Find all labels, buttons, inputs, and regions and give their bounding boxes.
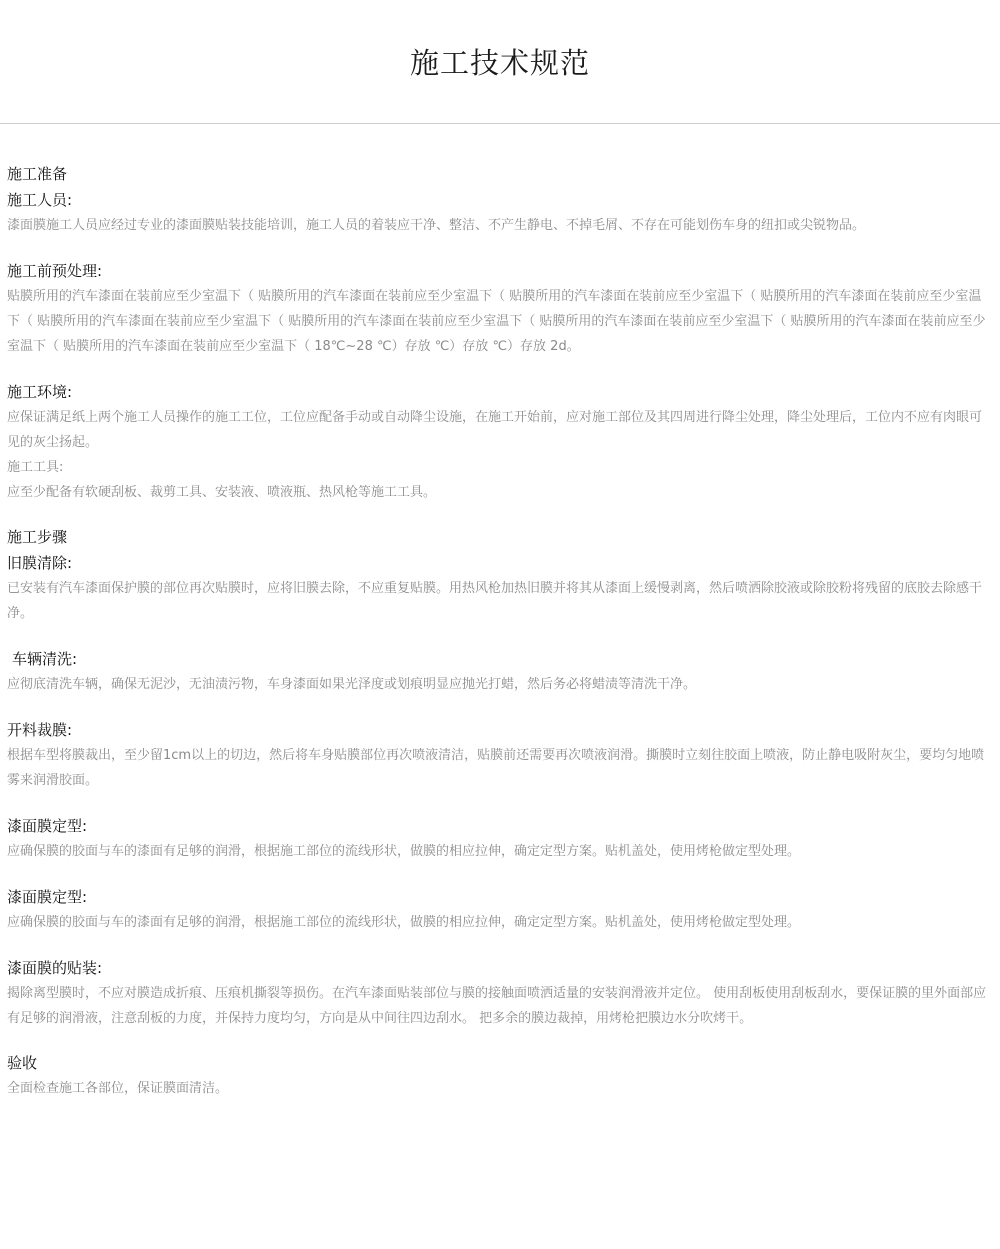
document-body bbox=[0, 124, 1000, 1101]
text-shaping-1: 应确保膜的胶面与车的漆面有足够的润滑，根据施工部位的流线形状，做膜的相应拉伸，确定定型方案。贴机盖处，使用烤枪做定型处理。 bbox=[7, 844, 801, 859]
heading-wash: 车辆清洗: bbox=[12, 650, 78, 668]
text-shaping-2: 应确保膜的胶面与车的漆面有足够的润滑，根据施工部位的流线形状，做膜的相应拉伸，确定定型方案。贴机盖处，使用烤枪做定型处理。 bbox=[7, 915, 801, 930]
text-personnel: 漆面膜施工人员应经过专业的漆面膜贴装技能培训，施工人员的着装应干净、整洁、不产生静电、不掉毛屑、不存在可能划伤车身的纽扣或尖锐物品。 bbox=[7, 218, 866, 233]
section-cutting bbox=[7, 717, 993, 793]
section-shaping-2 bbox=[7, 884, 993, 935]
heading-applying: 漆面膜的贴装: bbox=[7, 959, 103, 977]
section-preprocess bbox=[7, 258, 993, 359]
section-acceptance bbox=[7, 1051, 993, 1101]
section-wash bbox=[7, 646, 993, 697]
heading-tools: 施工工具: bbox=[7, 460, 64, 475]
text-cutting: 根据车型将膜裁出，至少留1cm以上的切边，然后将车身贴膜部位再次喷液清洁，贴膜前还需要再次喷液润滑。撕膜时立刻往胶面上喷液，防止静电吸附灰尘，要均匀地喷雾来润滑胶面。 bbox=[7, 748, 985, 788]
section-title-prep: 施工准备 bbox=[7, 165, 68, 183]
page-title: 施工技术规范 bbox=[409, 46, 590, 80]
heading-environment: 施工环境: bbox=[7, 383, 73, 401]
heading-cutting: 开料裁膜: bbox=[7, 721, 73, 739]
section-title-acceptance: 验收 bbox=[7, 1054, 38, 1072]
text-applying: 揭除离型膜时，不应对膜造成折痕、压痕机撕裂等损伤。在汽车漆面贴装部位与膜的接触面喷洒适量的安装润滑液并定位。 使用刮板使用刮板刮水，要保证膜的里外面部应有足够的润滑液，注意刮板的力度，并保持力度均匀，方向是从中间往四边刮水。 把多余的膜边裁掉，用烤枪把膜边水分吹烤干。 bbox=[7, 986, 987, 1026]
heading-preprocess: 施工前预处理: bbox=[7, 262, 103, 280]
heading-old-film: 旧膜清除: bbox=[7, 554, 73, 572]
text-tools: 应至少配备有软硬刮板、裁剪工具、安装液、喷液瓶、热风枪等施工工具。 bbox=[7, 485, 437, 500]
text-wash: 应彻底清洗车辆，确保无泥沙，无油渍污物，车身漆面如果光泽度或划痕明显应抛光打蜡，然后务必将蜡渍等清洗干净。 bbox=[7, 677, 697, 692]
section-old-film bbox=[7, 525, 993, 626]
heading-shaping-2: 漆面膜定型: bbox=[7, 888, 88, 906]
text-old-film: 已安装有汽车漆面保护膜的部位再次贴膜时，应将旧膜去除，不应重复贴膜。用热风枪加热旧膜并将其从漆面上缓慢剥离，然后喷洒除胶液或除胶粉将残留的底胶去除感干净。 bbox=[7, 581, 983, 621]
text-environment: 应保证满足纸上两个施工人员操作的施工工位，工位应配备手动或自动降尘设施，在施工开始前，应对施工部位及其四周进行降尘处理，降尘处理后，工位内不应有肉眼可见的灰尘扬起。 bbox=[7, 410, 983, 450]
text-preprocess: 贴膜所用的汽车漆面在装前应至少室温下（ 贴膜所用的汽车漆面在装前应至少室温下（ 贴膜所用的汽车漆面在装前应至少室温下（ 贴膜所用的汽车漆面在装前应至少室温下（ 贴膜所用的汽车漆面在装前应至少室温下（ 贴膜所用的汽车漆面在装前应至少室温下（ 贴膜所用的汽车漆面在装前应至少室温下（ 贴膜所用的汽车漆面在装前应至少室温下（ 贴膜所用的汽车漆面在装前应至少室温下（ 18℃~28 ℃）存放 ℃）存放 ℃）存放 2d。 bbox=[7, 289, 986, 354]
heading-shaping-1: 漆面膜定型: bbox=[7, 817, 88, 835]
section-shaping-1 bbox=[7, 813, 993, 864]
section-prep bbox=[7, 162, 993, 238]
page-header bbox=[0, 0, 1000, 124]
text-acceptance: 全面检查施工各部位，保证膜面清洁。 bbox=[7, 1081, 229, 1096]
section-applying bbox=[7, 955, 993, 1031]
section-environment bbox=[7, 379, 993, 505]
heading-personnel: 施工人员: bbox=[7, 191, 73, 209]
section-title-steps: 施工步骤 bbox=[7, 528, 68, 546]
